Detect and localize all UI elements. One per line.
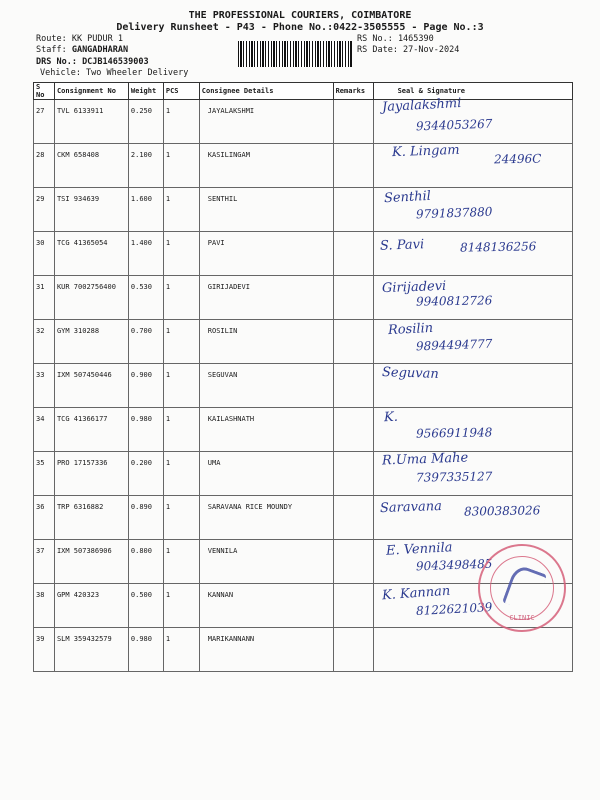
table-row	[34, 144, 573, 188]
table-row	[34, 276, 573, 320]
row-pcs: 1	[163, 408, 199, 452]
col-consignment: Consignment No	[54, 83, 128, 100]
table-row	[34, 100, 573, 144]
table-row	[34, 188, 573, 232]
row-remarks	[333, 496, 373, 540]
signature-name: Seguvan	[381, 365, 439, 382]
row-signature	[373, 320, 572, 364]
col-remarks: Remarks	[333, 83, 373, 100]
row-weight: 0.890	[128, 496, 163, 540]
row-consignment-no: PRO 17157336	[54, 452, 128, 496]
col-signature: Seal & Signature	[373, 83, 572, 100]
signature-name: E. Vennila	[385, 540, 453, 559]
row-consignment-no: TCG 41366177	[54, 408, 128, 452]
company-title: THE PROFESSIONAL COURIERS, COIMBATORE	[188, 10, 412, 21]
row-consignment-no: GPM 420323	[54, 584, 128, 628]
row-sno: 37	[34, 540, 55, 584]
row-weight: 0.900	[128, 364, 163, 408]
row-sno: 34	[34, 408, 55, 452]
drs-label: DRS No.:	[36, 57, 83, 67]
signature-phone: 9566911948	[415, 425, 493, 441]
row-pcs: 1	[163, 364, 199, 408]
row-sno: 29	[34, 188, 55, 232]
row-pcs: 1	[163, 100, 199, 144]
table-row	[34, 452, 573, 496]
row-remarks	[333, 452, 373, 496]
staff-label: Staff:	[36, 45, 72, 55]
signature-name: K. Kannan	[381, 583, 451, 604]
table-row	[34, 628, 573, 672]
row-consignment-no: IXM 507450446	[54, 364, 128, 408]
row-signature	[373, 188, 572, 232]
staff-name: GANGADHARAN	[71, 45, 129, 55]
signature-phone: 9894494777	[415, 336, 493, 354]
row-signature	[373, 232, 572, 276]
row-consignee: VENNILA	[199, 540, 333, 584]
row-weight: 2.100	[128, 144, 163, 188]
signature-name: K. Lingam	[391, 142, 460, 161]
row-sno: 36	[34, 496, 55, 540]
row-sno: 38	[34, 584, 55, 628]
row-signature	[373, 408, 572, 452]
row-consignee: KAILASHNATH	[199, 408, 333, 452]
clinic-stamp	[478, 544, 566, 632]
row-consignee: PAVI	[199, 232, 333, 276]
row-remarks	[333, 144, 373, 188]
row-pcs: 1	[163, 452, 199, 496]
row-sno: 32	[34, 320, 55, 364]
table-header-row	[34, 83, 573, 100]
stamp-signature-mark	[502, 564, 547, 614]
rs-date: RS Date: 27-Nov-2024	[357, 45, 460, 55]
row-signature	[373, 95, 572, 144]
row-remarks	[333, 276, 373, 320]
row-consignment-no: GYM 310288	[54, 320, 128, 364]
row-consignee: GIRIJADEVI	[199, 276, 333, 320]
signature-name: R.Uma Mahe	[381, 450, 469, 469]
rs-number: RS No.: 1465390	[357, 34, 434, 44]
drs-number: DCJB146539003	[82, 57, 149, 67]
signature-name: Saravana	[379, 498, 442, 517]
signature-phone: 8148136256	[459, 239, 537, 255]
staff-line	[36, 45, 128, 55]
row-signature	[373, 628, 572, 672]
col-sno: S No	[34, 83, 55, 100]
row-consignee: ROSILIN	[199, 320, 333, 364]
row-remarks	[333, 584, 373, 628]
row-pcs: 1	[163, 320, 199, 364]
signature-phone: 8300383026	[463, 503, 541, 519]
row-consignment-no: IXM 507386906	[54, 540, 128, 584]
row-weight: 0.530	[128, 276, 163, 320]
row-remarks	[333, 100, 373, 144]
runsheet-title: Delivery Runsheet - P43 - Phone No.:0422-3505555 - Page No.:3	[116, 22, 484, 33]
row-consignment-no: KUR 7002756400	[54, 276, 128, 320]
row-consignee: KANNAN	[199, 584, 333, 628]
signature-phone: 7397335127	[415, 469, 493, 485]
row-weight: 0.700	[128, 320, 163, 364]
row-consignment-no: TSI 934639	[54, 188, 128, 232]
row-signature	[373, 496, 572, 540]
table-row	[34, 496, 573, 540]
row-consignment-no: TVL 6133911	[54, 100, 128, 144]
row-remarks	[333, 628, 373, 672]
row-signature	[373, 144, 572, 188]
row-pcs: 1	[163, 276, 199, 320]
signature-name: Jayalakshmi	[381, 95, 462, 116]
row-weight: 0.980	[128, 628, 163, 672]
row-pcs: 1	[163, 496, 199, 540]
signature-phone: 24496C	[493, 151, 542, 167]
row-pcs: 1	[163, 188, 199, 232]
table-row	[34, 408, 573, 452]
row-pcs: 1	[163, 232, 199, 276]
row-consignee: SARAVANA RICE MOUNDY	[199, 496, 333, 540]
row-remarks	[333, 188, 373, 232]
signature-name: K.	[383, 409, 398, 426]
row-consignment-no: CKM 658408	[54, 144, 128, 188]
drs-line	[36, 57, 149, 67]
row-sno: 33	[34, 364, 55, 408]
barcode	[238, 41, 352, 67]
stamp-text: CLINIC	[509, 614, 535, 622]
row-sno: 28	[34, 144, 55, 188]
row-consignee: SENTHIL	[199, 188, 333, 232]
row-remarks	[333, 320, 373, 364]
row-sno: 35	[34, 452, 55, 496]
row-weight: 0.800	[128, 540, 163, 584]
row-weight: 0.500	[128, 584, 163, 628]
table-row	[34, 320, 573, 364]
row-sno: 31	[34, 276, 55, 320]
row-consignment-no: TRP 6316882	[54, 496, 128, 540]
vehicle-label: Vehicle: Two Wheeler Delivery	[40, 68, 189, 78]
row-weight: 0.980	[128, 408, 163, 452]
signature-name: Rosilin	[387, 320, 434, 339]
row-pcs: 1	[163, 584, 199, 628]
row-weight: 1.600	[128, 188, 163, 232]
row-weight: 1.400	[128, 232, 163, 276]
signature-name: Senthil	[383, 188, 431, 207]
row-signature	[373, 276, 572, 320]
row-pcs: 1	[163, 540, 199, 584]
signature-phone: 9940812726	[415, 293, 493, 309]
row-consignee: JAYALAKSHMI	[199, 100, 333, 144]
row-remarks	[333, 364, 373, 408]
signature-name: Girijadevi	[381, 278, 447, 297]
row-remarks	[333, 540, 373, 584]
row-remarks	[333, 232, 373, 276]
signature-phone: 9043498485	[415, 556, 493, 574]
row-consignee: UMA	[199, 452, 333, 496]
row-weight: 0.250	[128, 100, 163, 144]
row-consignee: KASILINGAM	[199, 144, 333, 188]
signature-phone: 9344053267	[415, 116, 493, 134]
row-signature	[373, 364, 572, 408]
row-pcs: 1	[163, 628, 199, 672]
col-pcs: PCS	[163, 83, 199, 100]
row-sno: 39	[34, 628, 55, 672]
row-sno: 30	[34, 232, 55, 276]
signature-phone: 8122621039	[415, 600, 493, 618]
row-consignment-no: TCG 41365054	[54, 232, 128, 276]
route-label: Route: KK PUDUR 1	[36, 34, 123, 44]
col-consignee: Consignee Details	[199, 83, 333, 100]
signature-phone: 9791837880	[415, 204, 493, 222]
row-pcs: 1	[163, 144, 199, 188]
row-consignment-no: SLM 359432579	[54, 628, 128, 672]
table-row	[34, 232, 573, 276]
signature-name: S. Pavi	[379, 237, 424, 254]
row-sno: 27	[34, 100, 55, 144]
col-weight: Weight	[128, 83, 163, 100]
row-weight: 0.200	[128, 452, 163, 496]
table-row	[34, 364, 573, 408]
row-consignee: SEGUVAN	[199, 364, 333, 408]
row-remarks	[333, 408, 373, 452]
row-consignee: MARIKANNANN	[199, 628, 333, 672]
row-signature	[373, 452, 572, 496]
